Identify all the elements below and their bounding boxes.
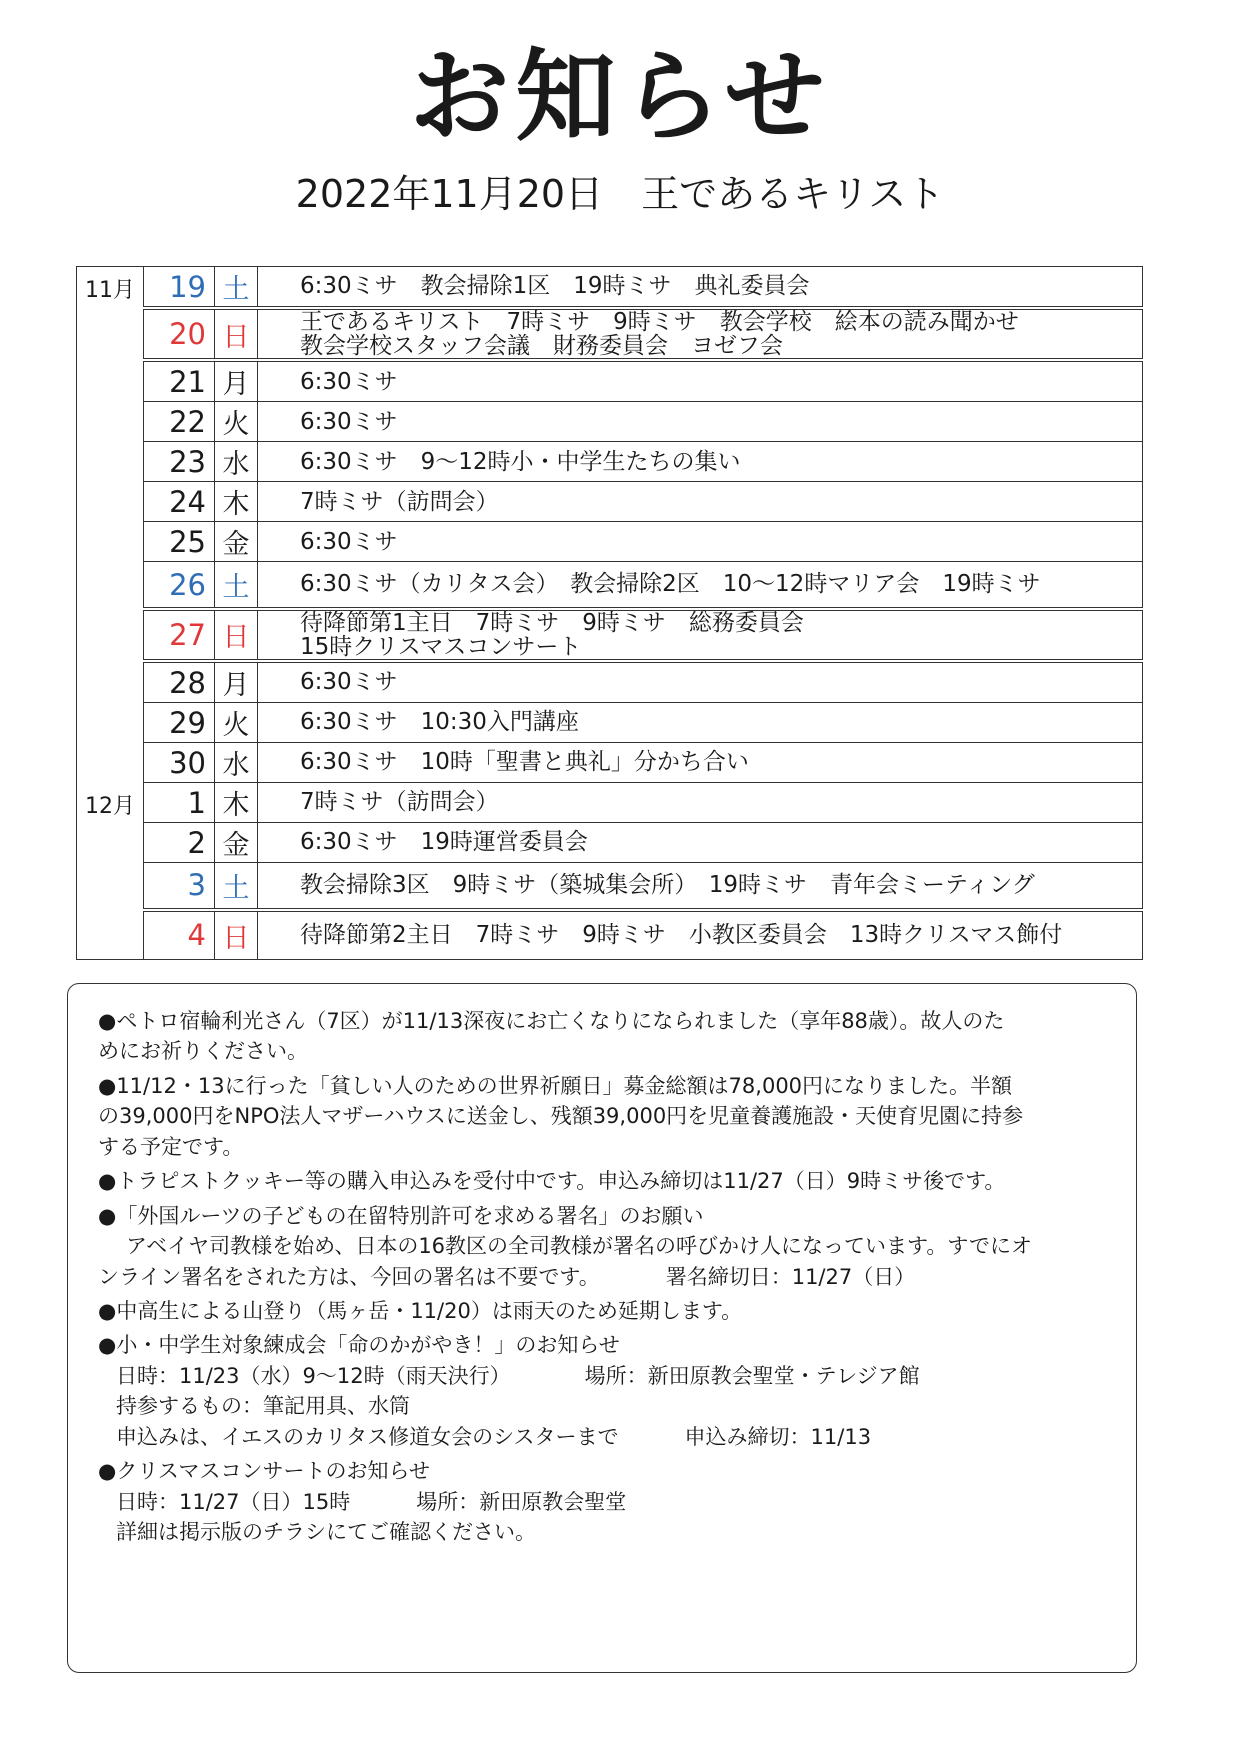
notice-line: アベイヤ司教様を始め、日本の16教区の全司教様が署名の呼びかけ人になっています。すでにオ: [126, 1234, 1032, 1259]
notice-line: する予定です。: [98, 1134, 244, 1159]
events-cell: [258, 910, 1143, 960]
retreat-bring: 持参するもの：筆記用具、水筒: [116, 1394, 410, 1419]
retreat-datetime: 日時：11/23（水）9～12時（雨天決行）: [116, 1363, 511, 1388]
events-cell: [258, 743, 1143, 783]
events-cell: [258, 783, 1143, 823]
day-of-week: 月: [215, 661, 258, 703]
events-cell: [258, 360, 1143, 402]
notice-hiking: [98, 1296, 1118, 1326]
day-number: 4: [187, 918, 206, 953]
concert-datetime: 日時：11/27（日）15時: [116, 1489, 351, 1514]
notice-line: めにお祈りください。: [98, 1039, 308, 1064]
event-line: 6:30ミサ 教会掃除1区 19時ミサ 典礼委員会: [300, 273, 810, 300]
day-number: 29: [144, 703, 215, 743]
day-number: 28: [144, 661, 215, 703]
events-cell: [258, 482, 1143, 522]
day-of-week: 土: [215, 562, 258, 609]
event-line: 15時クリスマスコンサート: [300, 633, 582, 660]
day-of-week: 日: [215, 609, 258, 661]
event-line: 王であるキリスト 7時ミサ 9時ミサ 教会学校 絵本の読み聞かせ: [300, 309, 1019, 335]
concert-detail: 詳細は掲示版のチラシにてご確認ください。: [116, 1520, 536, 1544]
day-of-week: 土: [215, 267, 258, 309]
notice-concert: [98, 1456, 1118, 1547]
notice-retreat: [98, 1330, 1118, 1452]
event-line: 6:30ミサ 19時運営委員会: [300, 829, 588, 856]
day-number: 30: [144, 743, 215, 783]
notice-obituary: [98, 1006, 1118, 1067]
day-of-week: 金: [215, 522, 258, 562]
day-of-week: 土: [215, 863, 258, 910]
event-line: 待降節第2主日 7時ミサ 9時ミサ 小教区委員会 13時クリスマス飾付: [300, 922, 1063, 949]
notice-line: ●トラピストクッキー等の購入申込みを受付中です。申込み締切は11/27（日）9時ミサ後です。: [98, 1169, 1006, 1194]
notice-cookie: [98, 1166, 1118, 1196]
day-of-week: 木: [215, 783, 258, 823]
events-cell: [258, 703, 1143, 743]
event-line: 6:30ミサ（カリタス会） 教会掃除2区 10～12時マリア会 19時ミサ: [300, 571, 1041, 598]
events-cell: [258, 863, 1143, 910]
day-number: 20: [144, 308, 215, 360]
event-line: 7時ミサ（訪問会）: [300, 488, 499, 515]
events-cell: [258, 823, 1143, 863]
day-of-week: 月: [215, 360, 258, 402]
events-cell: [258, 442, 1143, 482]
event-line: 待降節第1主日 7時ミサ 9時ミサ 総務委員会: [300, 609, 804, 636]
day-number: 24: [144, 482, 215, 522]
notice-heading: ●小・中学生対象練成会「命のかがやき！」のお知らせ: [98, 1333, 620, 1358]
notice-line: ●ペトロ宿輪利光さん（7区）が11/13深夜にお亡くなりになられました（享年88歳）。故人のた: [98, 1009, 1005, 1033]
events-cell: [258, 562, 1143, 609]
day-number: 23: [144, 442, 215, 482]
page-subtitle: 2022年11月20日 王であるキリスト: [295, 172, 945, 216]
notice-line: ●中高生による山登り（馬ヶ岳・11/20）は雨天のため延期します。: [98, 1298, 743, 1323]
concert-place: 場所：新田原教会聖堂: [416, 1489, 627, 1514]
notice-donation: [98, 1071, 1118, 1162]
event-line: 教会掃除3区 9時ミサ（築城集会所） 19時ミサ 青年会ミーティング: [300, 872, 1035, 899]
notice-heading: ●「外国ルーツの子どもの在留特別許可を求める署名」のお願い: [98, 1203, 704, 1228]
day-of-week: 日: [215, 910, 258, 960]
notice-line: ●11/12・13に行った「貧しい人のための世界祈願日」募金総額は78,000円になりました。半額: [98, 1073, 1013, 1098]
events-cell: [258, 522, 1143, 562]
page-title: お知らせ: [409, 38, 831, 155]
notice-content: [98, 1006, 1118, 1551]
day-of-week: 木: [215, 482, 258, 522]
day-of-week: 金: [215, 823, 258, 863]
day-number: 26: [144, 562, 215, 609]
events-cell: [258, 267, 1143, 309]
event-line: 6:30ミサ: [300, 368, 398, 395]
day-number: 1: [144, 783, 215, 823]
day-of-week: 水: [215, 743, 258, 783]
notice-signature: [98, 1201, 1118, 1292]
notice-heading: ●クリスマスコンサートのお知らせ: [98, 1459, 430, 1484]
events-cell: [258, 661, 1143, 703]
events-cell: [258, 609, 1143, 661]
retreat-deadline: 申込み締切：11/13: [684, 1424, 872, 1449]
events-cell: [258, 402, 1143, 442]
day-number: 19: [144, 267, 215, 309]
day-number: 21: [144, 360, 215, 402]
notice-line: の39,000円をNPO法人マザーハウスに送金し、残額39,000円を児童養護施設・天使育児園に持参: [98, 1104, 1024, 1129]
day-number: 25: [144, 522, 215, 562]
month-label-nov: 11月: [77, 267, 144, 783]
day-of-week: 火: [215, 703, 258, 743]
event-line: 教会学校スタッフ会議 財務委員会 ヨゼフ会: [300, 333, 783, 360]
day-of-week: 日: [215, 308, 258, 360]
event-line: 6:30ミサ 9～12時小・中学生たちの集い: [300, 448, 741, 475]
day-number: 2: [144, 823, 215, 863]
retreat-place: 場所：新田原教会聖堂・テレジア館: [584, 1363, 920, 1388]
events-cell: [258, 308, 1143, 360]
day-of-week: 水: [215, 442, 258, 482]
signature-deadline: 署名締切日：11/27（日）: [665, 1264, 916, 1289]
event-line: 7時ミサ（訪問会）: [300, 789, 499, 816]
event-line: 6:30ミサ: [300, 408, 398, 435]
month-label-dec: 12月: [77, 783, 144, 960]
day-of-week: 火: [215, 402, 258, 442]
event-line: 6:30ミサ 10:30入門講座: [300, 709, 579, 736]
event-line: 6:30ミサ: [300, 528, 398, 555]
notice-box: [67, 983, 1137, 1673]
day-number: 27: [144, 609, 215, 661]
event-line: 6:30ミサ: [300, 669, 398, 696]
notice-line: ンライン署名をされた方は、今回の署名は不要です。: [98, 1264, 600, 1289]
schedule-table: [76, 266, 1143, 960]
day-number: 3: [144, 863, 215, 910]
retreat-apply: 申込みは、イエスのカリタス修道女会のシスターまで: [116, 1424, 619, 1449]
day-number: 22: [144, 402, 215, 442]
event-line: 6:30ミサ 10時「聖書と典礼」分かち合い: [300, 749, 749, 776]
